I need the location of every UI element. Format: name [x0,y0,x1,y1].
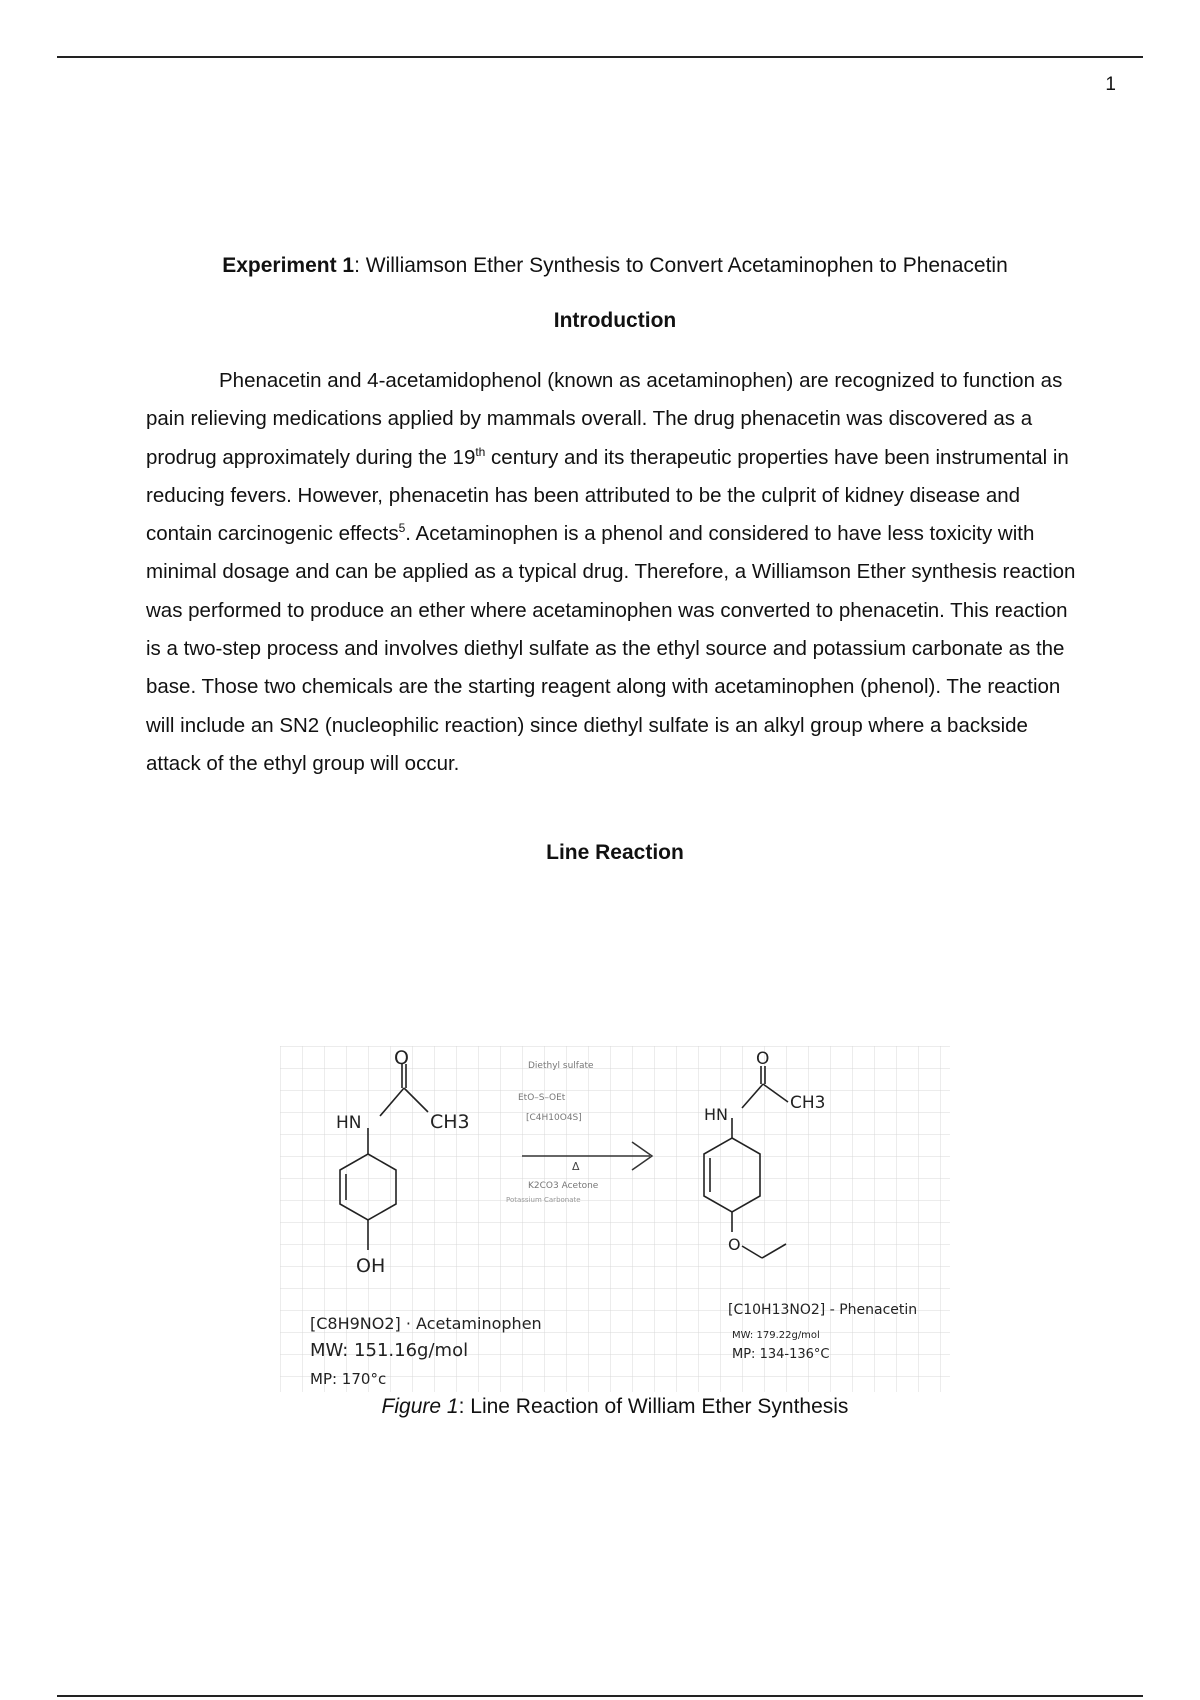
product-ch3-label: CH3 [790,1093,826,1113]
page-number: 1 [1105,74,1116,95]
reactant-oh-label: OH [356,1255,386,1277]
reagent-base: K2CO3 Acetone [528,1181,599,1191]
top-rule [57,56,1143,58]
bottom-rule [57,1695,1143,1697]
reactant-hn-label: HN [336,1113,362,1133]
reaction-scheme [280,1046,950,1392]
figure-caption-text: : Line Reaction of William Ether Synthesis [458,1395,849,1418]
reagent-base-name: Potassium Carbonate [506,1196,581,1204]
intro-text-3: . Acetaminophen is a phenol and considered to have less toxicity with minimal dosage and can be applied as a typical drug. Therefore, a Williamson Ether synthesis reaction was performed to produce an ether where acetaminophen was converted to phenacetin. This reaction is a two-step process and involves diethyl sulfate as the ethyl source and potassium carbonate as the base. Those two chemicals are the starting reagent along with acetaminophen (phenol). The reaction will include an SN2 (nucleophilic reaction) since diethyl sulfate is an alkyl group where a backside attack of the ethyl group will occur. [146,522,1076,775]
product-hn-label: HN [704,1105,728,1124]
reactant-formula: [C8H9NO2] · Acetaminophen [310,1314,542,1333]
intro-sup-1: th [475,444,486,459]
reactant-mp: MP: 170°c [310,1370,387,1388]
reactant-mw: MW: 151.16g/mol [310,1340,469,1361]
product-ether-o-label: O [728,1235,741,1254]
reagent-name: Diethyl sulfate [528,1061,594,1071]
title-rest: : Williamson Ether Synthesis to Convert Acetaminophen to Phenacetin [354,254,1008,277]
reactant-ch3-label: CH3 [430,1111,470,1133]
intro-text-1: Phenacetin and 4-acetamidophenol (known as acetaminophen) are recognized to function as pain relieving medications applied by mammals overall. The drug phenacetin was discovered as a prodrug approximately during the 19 [146,369,1063,469]
introduction-heading: Introduction [553,309,677,332]
product-mp: MP: 134-136°C [732,1347,830,1362]
figure-caption [0,1395,1200,1419]
product-formula: [C10H13NO2] - Phenacetin [728,1302,918,1318]
reactant-o-label: O [394,1047,409,1069]
product-mw: MW: 179.22g/mol [732,1330,820,1341]
product-o-label: O [756,1049,770,1069]
intro-text-2: century and its therapeutic properties have been instrumental in reducing fevers. However, phenacetin has been attributed to be the culprit of kidney disease and contain carcinogenic effects [146,445,1069,546]
reagent-delta: Δ [572,1160,580,1173]
document-title [0,254,1200,278]
figure-caption-label: Figure 1 [381,1395,459,1418]
reagent-structure: EtO–S–OEt [518,1093,566,1103]
introduction-body [146,362,1076,783]
line-reaction-heading: Line Reaction [546,841,684,864]
title-bold: Experiment 1 [222,254,355,277]
intro-sup-2: 5 [398,521,406,536]
reagent-formula: [C4H10O4S] [526,1113,582,1123]
introduction-paragraph [146,362,1076,783]
reaction-figure [280,1046,950,1392]
